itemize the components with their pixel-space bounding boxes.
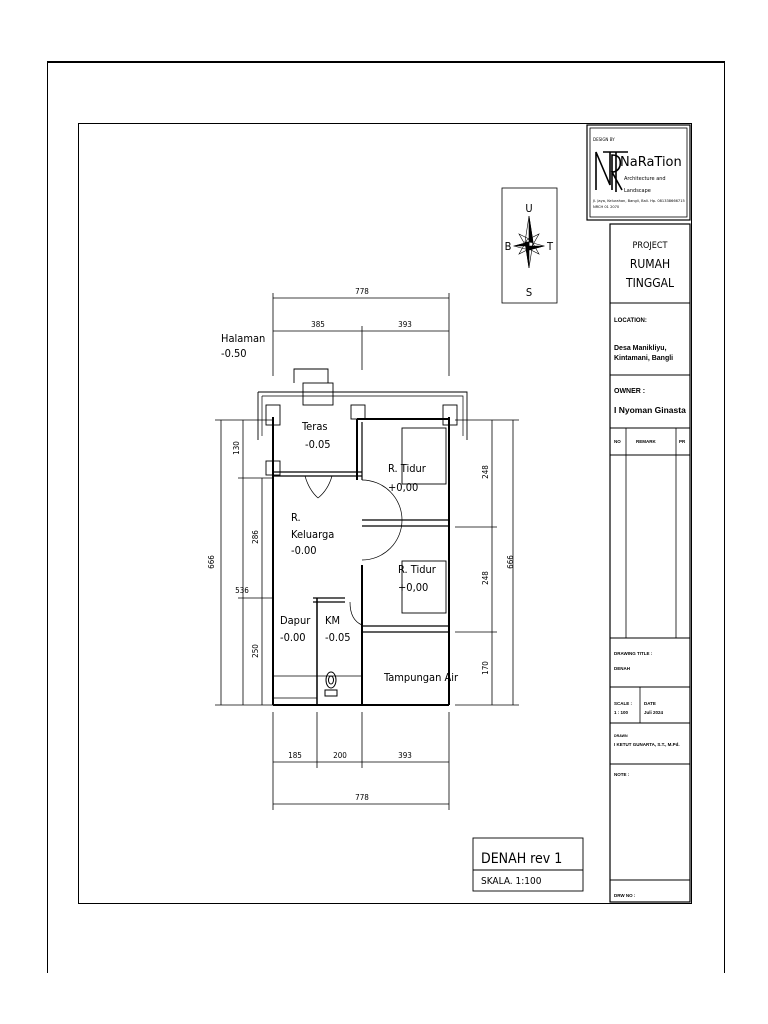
dim-left-130: 130: [232, 441, 241, 455]
label-km: KM: [325, 614, 341, 627]
logo-address: Jl. Jaya, Kelurahan, Bangli, Bali. Hp. 081338666715: [593, 199, 685, 203]
location-label: LOCATION:: [614, 318, 647, 324]
project-name-2: TINGGAL: [626, 276, 674, 290]
label-dapur: Dapur: [280, 614, 311, 627]
remarks-col-pr: PR: [679, 439, 686, 444]
dim-bottom-3: 393: [398, 751, 412, 760]
remarks-col-no: NO: [614, 439, 621, 444]
owner-name: I Nyoman Ginasta: [614, 405, 686, 415]
label-tidur-2: R. Tidur: [398, 563, 436, 576]
date-label: DATE: [644, 701, 656, 706]
owner-label: OWNER :: [614, 388, 646, 395]
label-keluarga-1: R.: [291, 511, 301, 524]
logo-line2: Landscape: [624, 188, 651, 194]
logo-design-by: DESIGN BY: [593, 137, 615, 142]
dim-top-left: 385: [311, 320, 325, 329]
logo-name: NaRaTion: [620, 155, 682, 170]
note-label: NOTE :: [614, 772, 630, 777]
logo-line1: Architecture and: [624, 176, 666, 182]
dim-bottom-1: 185: [288, 751, 302, 760]
dimension-lines: [215, 293, 519, 810]
dim-left-286: 286: [251, 530, 260, 544]
label-tidur-2-level: +0,00: [398, 581, 429, 594]
label-halaman-level: -0.50: [221, 347, 247, 360]
dim-right-248a: 248: [481, 465, 490, 479]
label-km-level: -0.05: [325, 631, 351, 644]
label-keluarga-level: -0.00: [291, 544, 317, 557]
drawn-label: DRAWN: [614, 734, 628, 738]
drawing-label-title: DENAH rev 1: [481, 851, 563, 867]
label-tidur-1-level: +0,00: [388, 481, 419, 494]
dim-left-total: 666: [207, 555, 216, 569]
plan-texts: [207, 287, 562, 887]
label-dapur-level: -0.00: [280, 631, 306, 644]
dim-left-250: 250: [251, 644, 260, 658]
toilet-icon: [325, 672, 337, 696]
dim-bottom-total: 778: [355, 793, 369, 802]
compass-east: T: [546, 240, 554, 253]
logo: [592, 137, 685, 209]
drawing-label-scale: SKALA. 1:100: [481, 876, 542, 887]
drawing-title-value: DENAH: [614, 666, 631, 671]
date-value: Juli 2024: [644, 710, 664, 715]
scale-value: 1 : 100: [614, 710, 629, 715]
drw-no-label: DRW NO :: [614, 893, 636, 898]
label-tampungan-air: Tampungan Air: [384, 671, 459, 684]
label-keluarga-2: Keluarga: [291, 528, 335, 541]
drawing-title-label: DRAWING TITLE :: [614, 651, 653, 656]
dim-right-total: 666: [506, 555, 515, 569]
location-line2: Kintamani, Bangli: [614, 355, 674, 362]
dim-right-248b: 248: [481, 571, 490, 585]
drawn-by: I KETUT GUNARTA, S.T., M.Pd.: [614, 742, 680, 747]
compass: [502, 188, 557, 303]
label-teras-level: -0.05: [305, 438, 331, 451]
compass-star-icon: [514, 216, 544, 268]
floor-plan-walls: [258, 369, 467, 705]
label-teras: Teras: [302, 420, 328, 433]
doors: [305, 476, 402, 625]
compass-west: B: [504, 240, 512, 253]
scale-label: SCALE :: [614, 701, 632, 706]
remarks-col-remark: REMARK: [636, 439, 656, 444]
label-tidur-1: R. Tidur: [388, 462, 426, 475]
location-line1: Desa Manikliyu,: [614, 345, 667, 352]
compass-south: S: [525, 286, 533, 299]
compass-north: U: [525, 202, 533, 215]
dim-right-170: 170: [481, 661, 490, 675]
dim-bottom-2: 200: [333, 751, 347, 760]
project-label: PROJECT: [632, 241, 668, 251]
dim-top-right: 393: [398, 320, 412, 329]
dim-top-total: 778: [355, 287, 369, 296]
logo-code: NRCH 01 2070: [593, 205, 620, 209]
label-halaman: Halaman: [221, 332, 266, 345]
project-name-1: RUMAH: [629, 257, 671, 271]
dim-left-536: 536: [235, 586, 249, 595]
